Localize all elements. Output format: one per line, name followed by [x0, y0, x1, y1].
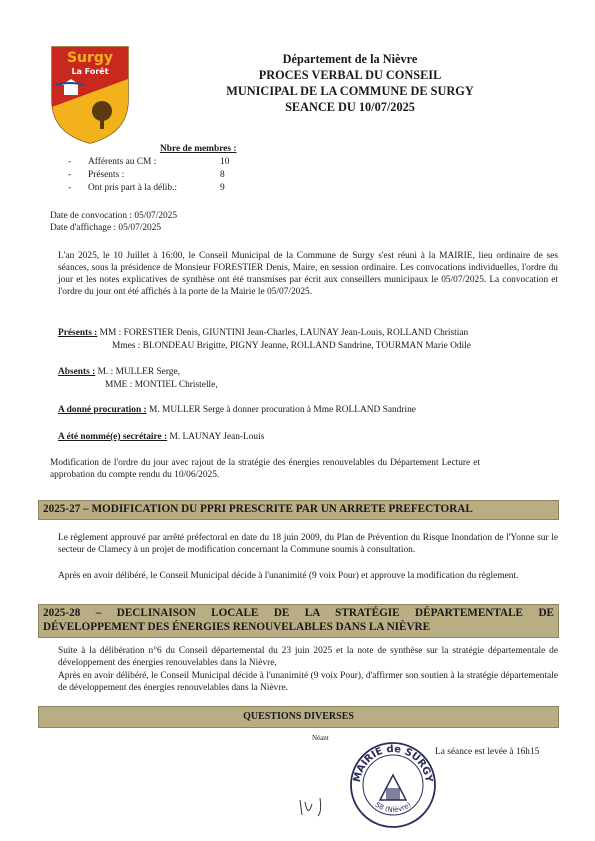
- deliberation-1-header: [38, 500, 559, 520]
- presents-line-1: MM : FORESTIER Denis, GIUNTINI Jean-Charles, LAUNAY Jean-Louis, ROLLAND Christian: [99, 328, 469, 338]
- secretaire-block: [58, 431, 558, 443]
- header-department: Département de la Nièvre: [282, 52, 418, 66]
- crest-title-text: Surgy: [66, 50, 114, 66]
- stamp-bottom-text: 58 (Nièvre): [373, 800, 413, 815]
- header-seance-date: SEANCE DU 10/07/2025: [285, 100, 415, 114]
- members-dash: -: [68, 183, 72, 193]
- deliberation-1-paragraph-2: Après en avoir délibéré, le Conseil Municipal décide à l'unanimité (9 voix Pour) et approuve la modification du règlement.: [58, 571, 519, 581]
- secretaire-label: A été nommé(e) secrétaire :: [58, 432, 168, 442]
- questions-neant: Néant: [312, 734, 329, 742]
- deliberation-2-header: [38, 604, 559, 638]
- absents-line-1: M. : MULLER Serge,: [97, 367, 180, 377]
- members-value: 8: [220, 170, 225, 180]
- commune-crest-logo: [50, 45, 130, 145]
- absents-block: [58, 366, 180, 378]
- deliberation-1-paragraph-1: Le règlement approuvé par arrêté préfectoral en date du 18 juin 2009, du Plan de Prévention du Risque Inondation de l'Yonne sur le secteur de Clamecy à un projet de modification concernant la Commune soumis à consultation.: [58, 533, 558, 555]
- members-dash: -: [68, 157, 72, 167]
- members-label: Afférents au CM :: [88, 157, 157, 167]
- mairie-stamp: [348, 740, 438, 830]
- presents-line-2: Mmes : BLONDEAU Brigitte, PIGNY Jeanne, ROLLAND Sandrine, TOURMAN Marie Odile: [112, 341, 471, 351]
- date-convocation: Date de convocation : 05/07/2025: [50, 211, 178, 221]
- questions-diverses-title: QUESTIONS DIVERSES: [243, 711, 354, 722]
- presents-label: Présents :: [58, 328, 98, 338]
- crest-subtitle-text: La Forêt: [71, 67, 109, 76]
- presents-block: [58, 327, 558, 339]
- absents-line-2: MME : MONTIEL Christelle,: [105, 380, 218, 390]
- closing-text: La séance est levée à 16h15: [435, 747, 540, 757]
- deliberation-1-title: 2025-27 – MODIFICATION DU PPRI PRESCRITE PAR UN ARRETE PREFECTORAL: [43, 503, 473, 515]
- members-header: Nbre de membres :: [160, 144, 237, 154]
- deliberation-2-paragraph-1: Suite à la délibération n°6 du Conseil départemental du 23 juin 2025 et la note de synthèse sur la stratégie départementale de développement des énergies renouvelables dans la Nièvre,: [58, 646, 558, 668]
- members-label: Ont pris part à la délib.:: [88, 183, 178, 193]
- absents-label: Absents :: [58, 367, 96, 377]
- members-dash: -: [68, 170, 72, 180]
- signature-scribble: [290, 790, 350, 820]
- date-affichage: Date d'affichage : 05/07/2025: [50, 223, 162, 233]
- procuration-label: A donné procuration :: [58, 405, 147, 415]
- secretaire-text: M. LAUNAY Jean-Louis: [169, 432, 265, 442]
- modification-text: Modification de l'ordre du jour avec rajout de la stratégie des énergies renouvelables du Département Lecture et approbation du compte rendu du 10/06/2025.: [50, 458, 480, 480]
- members-label: Présents :: [88, 170, 125, 180]
- questions-diverses-header: [38, 706, 559, 728]
- header-commune: MUNICIPAL DE LA COMMUNE DE SURGY: [226, 84, 474, 98]
- stamp-top-text: MAIRIE de SURGY: [351, 743, 434, 784]
- members-value: 10: [220, 157, 230, 167]
- header-pv-title: PROCES VERBAL DU CONSEIL: [258, 68, 442, 82]
- intro-paragraph: L'an 2025, le 10 Juillet à 16:00, le Conseil Municipal de la Commune de Surgy s'est réuni à la MAIRIE, lieu ordinaire de ses séances, sous la présidence de Monsieur FORESTIER Denis, Maire, en session ordinaire. Les convocations individuelles, l'ordre du jour et les notes explicatives de synthèse ont été transmises par écrit aux conseillers municipaux le 05/07/2025. La convocation et l'ordre du jour ont été affichés à la porte de la Mairie le 05/07/2025.: [58, 251, 558, 297]
- deliberation-2-paragraph-2: Après en avoir délibéré, le Conseil Municipal décide à l'unanimité (9 voix Pour), d'affirmer son soutien à la stratégie départementale de développement des énergies renouvelables dans la Nièvre.: [58, 671, 558, 693]
- members-value: 9: [220, 183, 225, 193]
- procuration-text: M. MULLER Serge à donner procuration à Mme ROLLAND Sandrine: [148, 405, 416, 415]
- deliberation-2-title: 2025-28 – DECLINAISON LOCALE DE LA STRATÉGIE DÉPARTEMENTALE DE DÉVELOPPEMENT DES ÉNERGIES RENOUVELABLES DANS LA NIÈVRE: [43, 607, 554, 633]
- procuration-block: [58, 404, 558, 416]
